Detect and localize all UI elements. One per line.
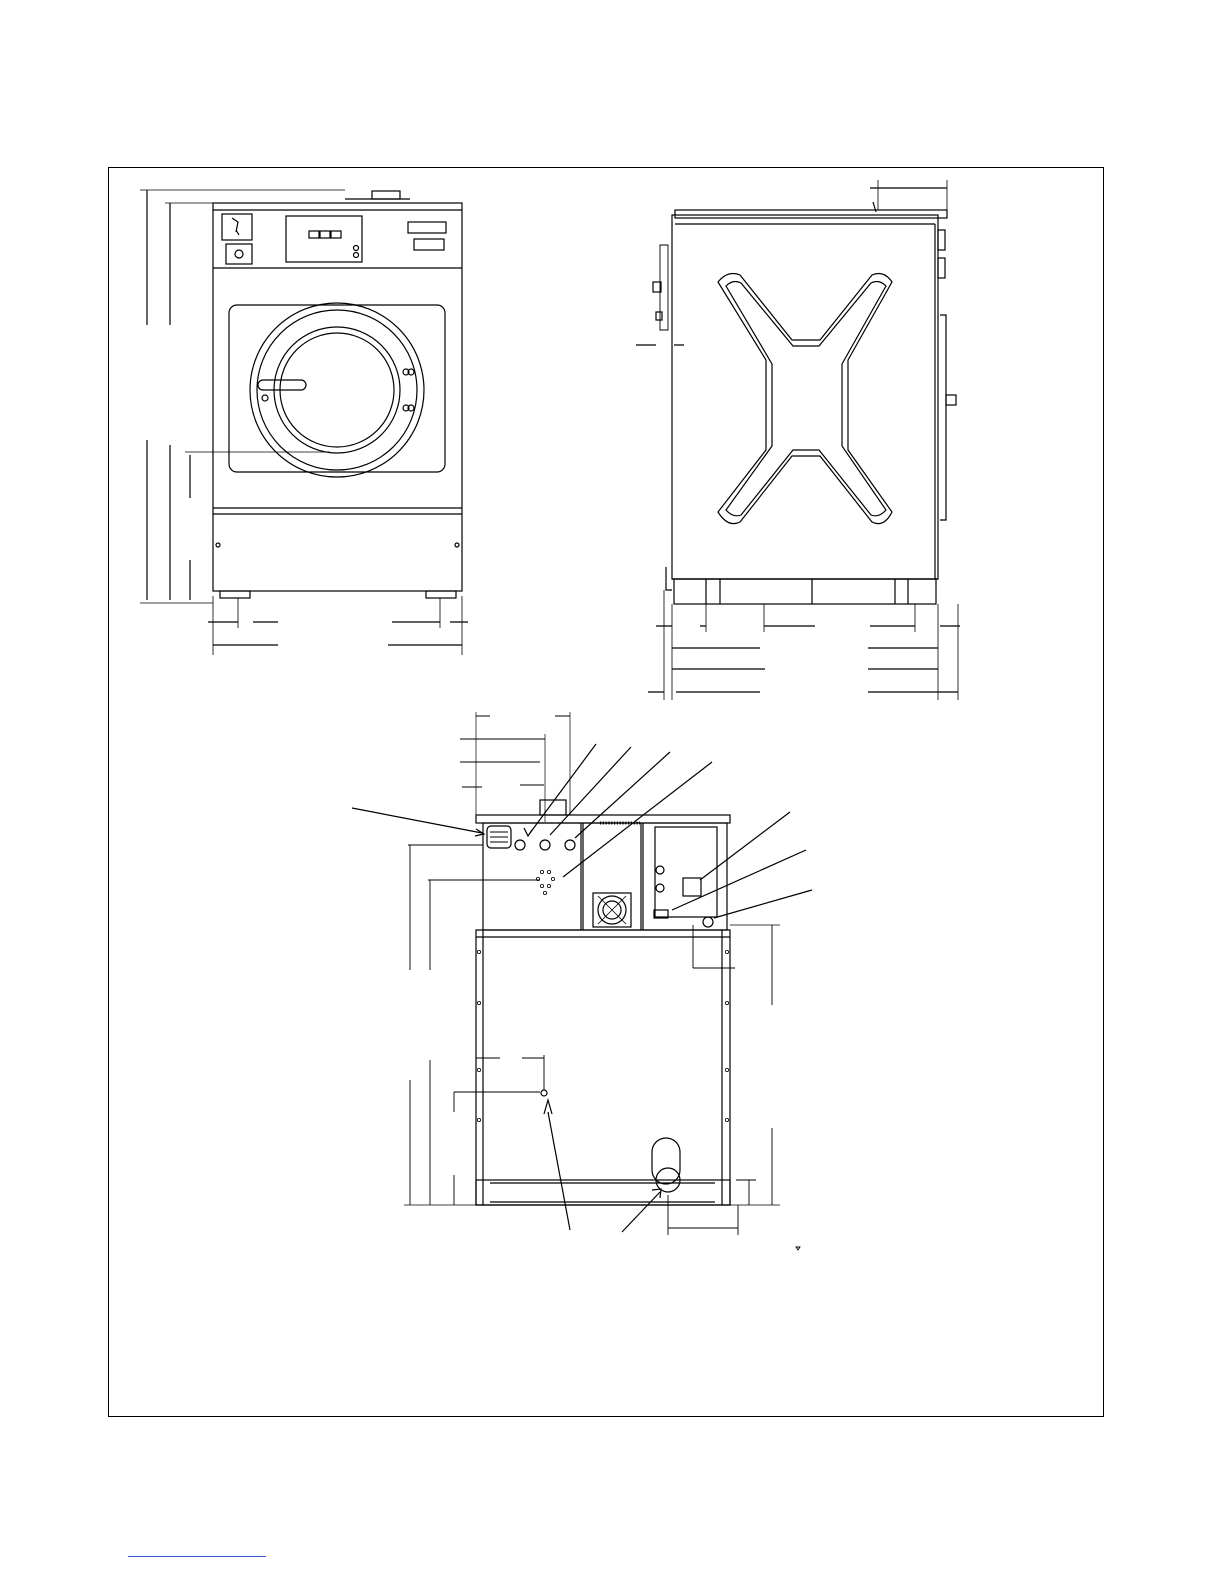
footer-link-rule[interactable] [128, 1556, 266, 1557]
side-view [636, 180, 960, 700]
door-handle [258, 380, 306, 390]
display-window [309, 231, 319, 238]
power-connection [683, 878, 701, 896]
inlet-1 [515, 840, 525, 850]
callout-leaders [352, 744, 812, 1232]
side-stiffener-outer [718, 274, 892, 524]
inlet-2 [540, 840, 550, 850]
label-plate [408, 222, 446, 233]
front-view [140, 190, 468, 655]
side-cabinet [672, 215, 938, 579]
control-pad [286, 216, 362, 262]
ground-lug [703, 917, 713, 927]
rear-view [352, 712, 812, 1250]
top-lid-detail [372, 191, 400, 199]
coin-box-icon [226, 244, 252, 264]
anchor-hole [541, 1090, 547, 1096]
inlet-3 [565, 840, 575, 850]
